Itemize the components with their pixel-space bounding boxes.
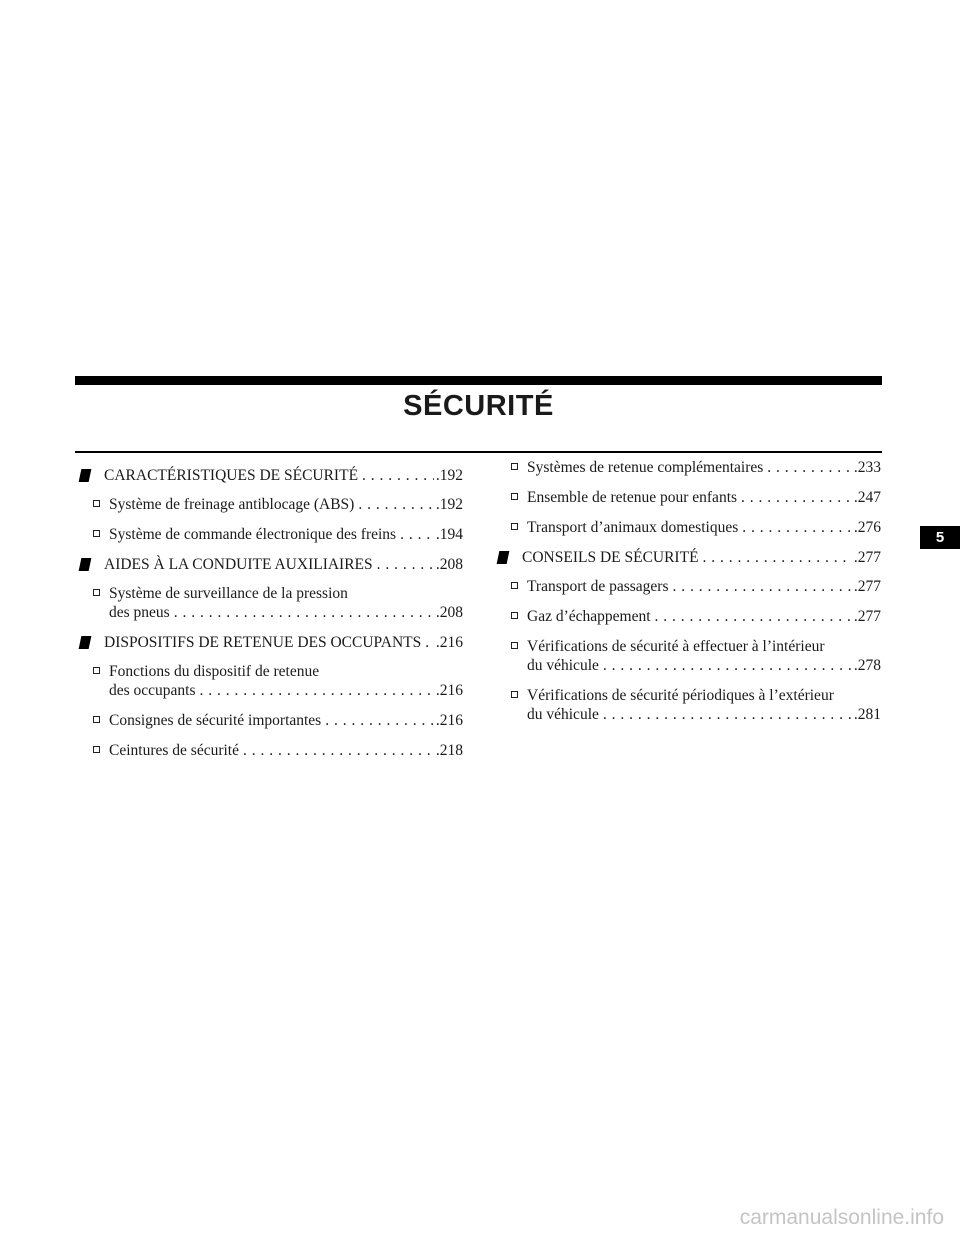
toc-entry-title: Système de freinage antiblocage (ABS): [109, 496, 355, 513]
toc-section-entry[interactable]: [80, 633, 463, 652]
toc-column-left: [80, 458, 463, 771]
watermark: carmanualsonline.info: [739, 1206, 944, 1229]
dot-leader: [651, 607, 852, 626]
hollow-square-bullet-icon: [93, 500, 100, 507]
toc-entry-title: des occupants: [109, 682, 196, 699]
toc-page-number: .276: [853, 519, 881, 536]
toc-page-number: .218: [435, 742, 463, 759]
toc-entry-title: AIDES À LA CONDUITE AUXILIAIRES: [104, 556, 373, 573]
toc-entry-title: Consignes de sécurité importantes: [109, 712, 322, 729]
hollow-square-bullet-icon: [511, 612, 518, 619]
toc-page-number: .208: [435, 604, 463, 621]
toc-entry-title: Fonctions du dispositif de retenue: [109, 663, 320, 680]
toc-entry-title: Vérifications de sécurité périodiques à l’extérieur: [527, 687, 834, 704]
toc-entry-title: Transport d’animaux domestiques: [527, 519, 739, 536]
hollow-square-bullet-icon: [511, 691, 518, 698]
square-bullet-icon: [79, 558, 92, 571]
toc-page-number: .192: [435, 496, 463, 513]
toc-page-number: .216: [435, 634, 463, 651]
toc-subsection-entry[interactable]: [498, 607, 881, 626]
toc-page-number: .247: [853, 489, 881, 506]
dot-leader: [396, 525, 434, 544]
header-thin-rule: [75, 451, 882, 453]
toc-entry-title: Ensemble de retenue pour enfants: [527, 489, 738, 506]
toc-entry-title: des pneus: [109, 604, 170, 621]
square-bullet-icon: [79, 469, 92, 482]
square-bullet-icon: [79, 636, 92, 649]
toc-page-number: .278: [853, 657, 881, 674]
toc-entry-title: DISPOSITIFS DE RETENUE DES OCCUPANTS: [104, 634, 422, 651]
dot-leader: [196, 681, 434, 700]
toc-subsection-entry[interactable]: [498, 637, 881, 675]
toc-subsection-entry[interactable]: [498, 577, 881, 596]
header-thick-rule: [75, 376, 882, 385]
toc-subsection-entry[interactable]: [80, 525, 463, 544]
dot-leader: [599, 705, 852, 724]
dot-leader: [599, 656, 852, 675]
dot-leader: [737, 488, 852, 507]
dot-leader: [421, 633, 434, 652]
toc-entry-title: du véhicule: [527, 706, 599, 723]
toc-entry-title: Système de commande électronique des freins: [109, 526, 397, 543]
toc-entry-title: CONSEILS DE SÉCURITÉ: [522, 549, 699, 566]
hollow-square-bullet-icon: [511, 493, 518, 500]
toc-subsection-entry[interactable]: [498, 458, 881, 477]
toc-page-number: .192: [435, 467, 463, 484]
dot-leader: [669, 577, 852, 596]
toc-column-right: [498, 458, 881, 735]
toc-subsection-entry[interactable]: [498, 488, 881, 507]
hollow-square-bullet-icon: [93, 667, 100, 674]
toc-section-entry[interactable]: [80, 466, 463, 485]
square-bullet-icon: [497, 551, 510, 564]
toc-entry-title: Gaz d’échappement: [527, 608, 651, 625]
dot-leader: [699, 548, 852, 567]
toc-page-number: .216: [435, 712, 463, 729]
toc-subsection-entry[interactable]: [498, 686, 881, 724]
toc-entry-title: Transport de passagers: [527, 578, 669, 595]
hollow-square-bullet-icon: [511, 463, 518, 470]
toc-page-number: .216: [435, 682, 463, 699]
toc-entry-title: Système de surveillance de la pression: [109, 585, 348, 602]
hollow-square-bullet-icon: [511, 642, 518, 649]
toc-page-number: .281: [853, 706, 881, 723]
toc-subsection-entry[interactable]: [80, 584, 463, 622]
toc-entry-title: Systèmes de retenue complémentaires: [527, 459, 764, 476]
toc-page-number: .208: [435, 556, 463, 573]
toc-entry-title: Ceintures de sécurité: [109, 742, 239, 759]
dot-leader: [170, 603, 434, 622]
toc-page-number: .277: [853, 549, 881, 566]
toc-section-entry[interactable]: [80, 555, 463, 574]
hollow-square-bullet-icon: [93, 530, 100, 537]
dot-leader: [239, 741, 434, 760]
dot-leader: [354, 495, 434, 514]
toc-section-entry[interactable]: [498, 548, 881, 567]
toc-subsection-entry[interactable]: [80, 662, 463, 700]
hollow-square-bullet-icon: [93, 716, 100, 723]
toc-subsection-entry[interactable]: [498, 518, 881, 537]
hollow-square-bullet-icon: [93, 589, 100, 596]
dot-leader: [321, 711, 434, 730]
toc-page-number: .277: [853, 608, 881, 625]
dot-leader: [738, 518, 852, 537]
toc-page-number: .277: [853, 578, 881, 595]
toc-page-number: .194: [435, 526, 463, 543]
toc-subsection-entry[interactable]: [80, 495, 463, 514]
toc-subsection-entry[interactable]: [80, 711, 463, 730]
hollow-square-bullet-icon: [93, 746, 100, 753]
toc-page-number: .233: [853, 459, 881, 476]
page-title: SÉCURITÉ: [403, 390, 554, 422]
dot-leader: [763, 458, 852, 477]
toc-subsection-entry[interactable]: [80, 741, 463, 760]
toc-entry-title: CARACTÉRISTIQUES DE SÉCURITÉ: [104, 467, 359, 484]
toc-entry-title: du véhicule: [527, 657, 599, 674]
chapter-tab: 5: [920, 526, 960, 549]
hollow-square-bullet-icon: [511, 582, 518, 589]
dot-leader: [358, 466, 434, 485]
toc-entry-title: Vérifications de sécurité à effectuer à l’intérieur: [527, 638, 825, 655]
dot-leader: [373, 555, 434, 574]
hollow-square-bullet-icon: [511, 523, 518, 530]
